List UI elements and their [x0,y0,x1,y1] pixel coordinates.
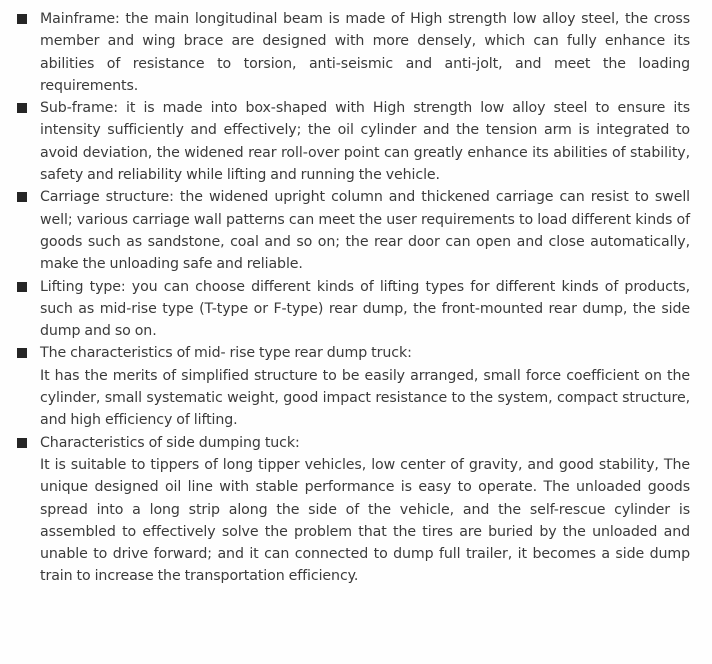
square-bullet-icon [17,103,27,113]
item-text: Mainframe: the main longitudinal beam is made of High strength low alloy steel, the cross member and wing brace are designed with more densely, which can fully enhance its abilities of resistance to torsion, anti-seismic and anti-jolt, and meet the loading requirements. [40,11,690,94]
list-item-lifting-type [14,276,690,343]
list-item-sub-frame [14,97,690,186]
square-bullet-icon [17,282,27,292]
square-bullet-icon [17,348,27,358]
list-item-side-dump-characteristics [14,432,690,588]
square-bullet-icon [17,14,27,24]
list-item-mainframe [14,8,690,97]
item-text: Carriage structure: the widened upright column and thickened carriage can resist to swell well; various carriage wall patterns can meet the user requirements to load different kinds of goods such as sandstone, coal and so on; the rear door can open and close automatically, make the unloading safe and reliable. [40,189,690,273]
list-item-carriage-structure [14,186,690,275]
list-item-mid-rise-characteristics [14,342,690,431]
feature-list [14,8,690,588]
item-body: It is suitable to tippers of long tipper vehicles, low center of gravity, and good stability, The unique designed oil line with stable performance is easy to operate. The unloaded goods spread into a long strip along the side of the vehicle, and the self-rescue cylinder is assembled to effectively solve the problem that the tires are buried by the unloaded and unable to drive forward; and it can connected to dump full trailer, it becomes a side dump train to increase the transportation efficiency. [40,456,690,585]
item-text: Lifting type: you can choose different kinds of lifting types for different kinds of products, such as mid-rise type (T-type or F-type) rear dump, the front-mounted rear dump, the side dump and so on. [40,278,690,340]
square-bullet-icon [17,438,27,448]
square-bullet-icon [17,192,27,202]
item-text: Sub-frame: it is made into box-shaped with High strength low alloy steel to ensure its intensity sufficiently and effectively; the oil cylinder and the tension arm is integrated to avoid deviation, the widened rear roll-over point can greatly enhance its abilities of stability, safety and reliability while lifting and running the vehicle. [40,100,690,184]
item-heading: Characteristics of side dumping tuck: [40,434,300,451]
item-heading: The characteristics of mid- rise type rear dump truck: [40,345,412,362]
item-body: It has the merits of simplified structure to be easily arranged, small force coefficient on the cylinder, small systematic weight, good impact resistance to the system, compact structure, and high efficiency of lifting. [40,367,690,429]
